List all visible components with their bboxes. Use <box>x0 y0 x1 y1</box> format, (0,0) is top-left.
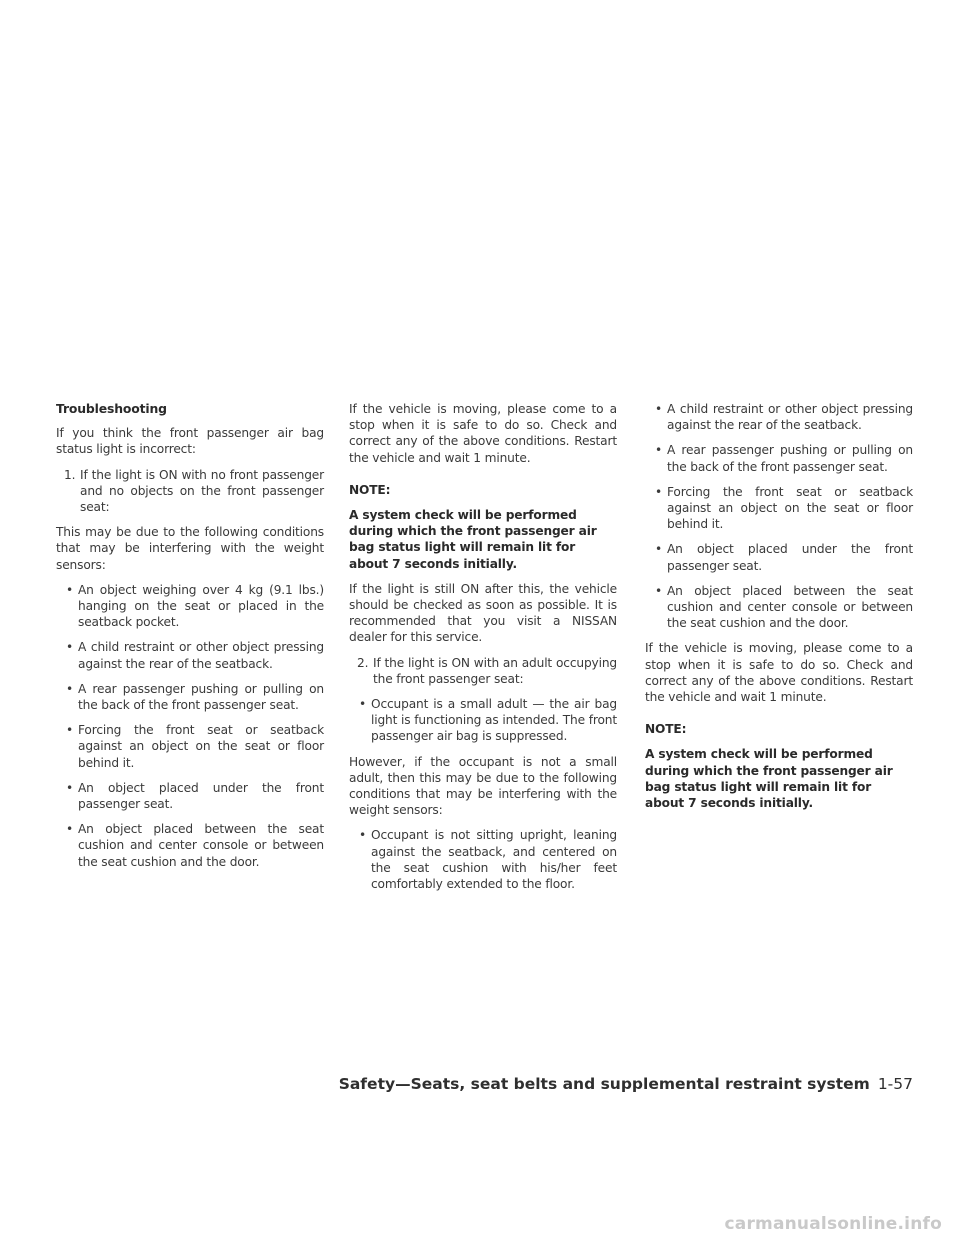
bullet-text: A child restraint or other object pressing against the rear of the seatback. <box>78 640 324 671</box>
page-footer <box>0 1075 913 1093</box>
bullet-icon: • <box>359 697 367 712</box>
cause-paragraph: This may be due to the following conditions that may be interfering with the weight sensors: <box>56 525 324 572</box>
bullet-icon: • <box>655 542 663 557</box>
column-middle <box>349 401 617 901</box>
note-label: NOTE: <box>349 482 391 497</box>
bullet-item <box>649 484 913 533</box>
bullet-text: A rear passenger pushing or pulling on the back of the front passenger seat. <box>78 681 324 713</box>
bullet-text: An object placed under the front passenger seat. <box>667 542 913 573</box>
bullet-text: A child restraint or other object pressing against the rear of the seatback. <box>667 402 913 433</box>
watermark-logo: carmanualsonline.info <box>724 1214 942 1234</box>
bullet-icon: • <box>66 822 74 837</box>
bullet-item <box>649 583 913 632</box>
column-right <box>645 401 913 820</box>
bullet-item <box>649 541 913 573</box>
bullet-text: An object placed under the front passenger seat. <box>78 780 324 812</box>
section-heading: Troubleshooting <box>56 401 167 416</box>
numbered-item-2 <box>355 655 617 687</box>
bullet-icon: • <box>66 681 74 696</box>
item-text: If the light is ON with no front passenger and no objects on the front passenger seat: <box>80 467 324 515</box>
bullet-text: Occupant is a small adult — the air bag light is functioning as intended. The front passenger air bag is suppressed. <box>371 697 617 744</box>
page-number: 1-57 <box>877 1075 913 1093</box>
item-number: 2. <box>357 655 369 670</box>
bullet-item <box>353 827 617 892</box>
bullet-item <box>60 780 324 812</box>
column-left <box>56 401 324 879</box>
intro-paragraph: If you think the front passenger air bag status light is incorrect: <box>56 426 324 457</box>
bullet-text: An object placed between the seat cushion and center console or between the seat cushion and the door. <box>667 583 913 631</box>
bullet-text: A rear passenger pushing or pulling on the back of the front passenger seat. <box>667 443 913 474</box>
bullet-icon: • <box>66 640 74 655</box>
bullet-text: An object weighing over 4 kg (9.1 lbs.) hanging on the seat or placed in the seatback pocket. <box>78 582 324 630</box>
bullet-item <box>649 442 913 474</box>
however-paragraph: However, if the occupant is not a small adult, then this may be due to the following conditions that may be interfering with the weight sensors: <box>349 754 617 818</box>
bullet-text: Occupant is not sitting upright, leaning against the seatback, and centered on the seat cushion with his/her feet comfortably extended to the floor. <box>371 828 617 892</box>
bullet-icon: • <box>655 484 663 499</box>
note-label: NOTE: <box>645 722 687 737</box>
bullet-icon: • <box>66 780 74 795</box>
section-title: Safety—Seats, seat belts and supplemental restraint system <box>338 1075 870 1093</box>
bullet-item <box>60 681 324 713</box>
bullet-text: An object placed between the seat cushion and center console or between the seat cushion and the door. <box>78 822 324 869</box>
item-number: 1. <box>64 467 76 482</box>
note-text: A system check will be performed during which the front passenger air bag status light will remain lit for about 7 seconds initially. <box>645 747 893 811</box>
bullet-icon: • <box>655 402 663 416</box>
still-on-paragraph: If the light is still ON after this, the vehicle should be checked as soon as possible. It is recommended that you visit a NISSAN dealer for this service. <box>349 581 617 645</box>
bullet-icon: • <box>66 582 74 597</box>
bullet-item <box>60 639 324 671</box>
bullet-item <box>649 401 913 433</box>
item-text: If the light is ON with an adult occupying the front passenger seat: <box>373 655 617 686</box>
note-text: A system check will be performed during which the front passenger air bag status light will remain lit for about 7 seconds initially. <box>349 508 597 571</box>
bullet-text: Forcing the front seat or seatback against an object on the seat or floor behind it. <box>78 723 324 770</box>
bullet-item <box>60 722 324 771</box>
moving-paragraph: If the vehicle is moving, please come to a stop when it is safe to do so. Check and correct any of the above conditions. Restart the vehicle and wait 1 minute. <box>645 641 913 705</box>
bullet-item <box>353 696 617 745</box>
bullet-icon: • <box>655 443 663 458</box>
bullet-item <box>60 821 324 870</box>
bullet-icon: • <box>655 583 663 598</box>
bullet-item <box>60 582 324 631</box>
bullet-text: Forcing the front seat or seatback against an object on the seat or floor behind it. <box>667 484 913 532</box>
numbered-item-1 <box>62 467 324 516</box>
moving-paragraph: If the vehicle is moving, please come to a stop when it is safe to do so. Check and correct any of the above conditions. Restart the vehicle and wait 1 minute. <box>349 402 617 465</box>
bullet-icon: • <box>66 723 74 738</box>
bullet-icon: • <box>359 828 367 843</box>
